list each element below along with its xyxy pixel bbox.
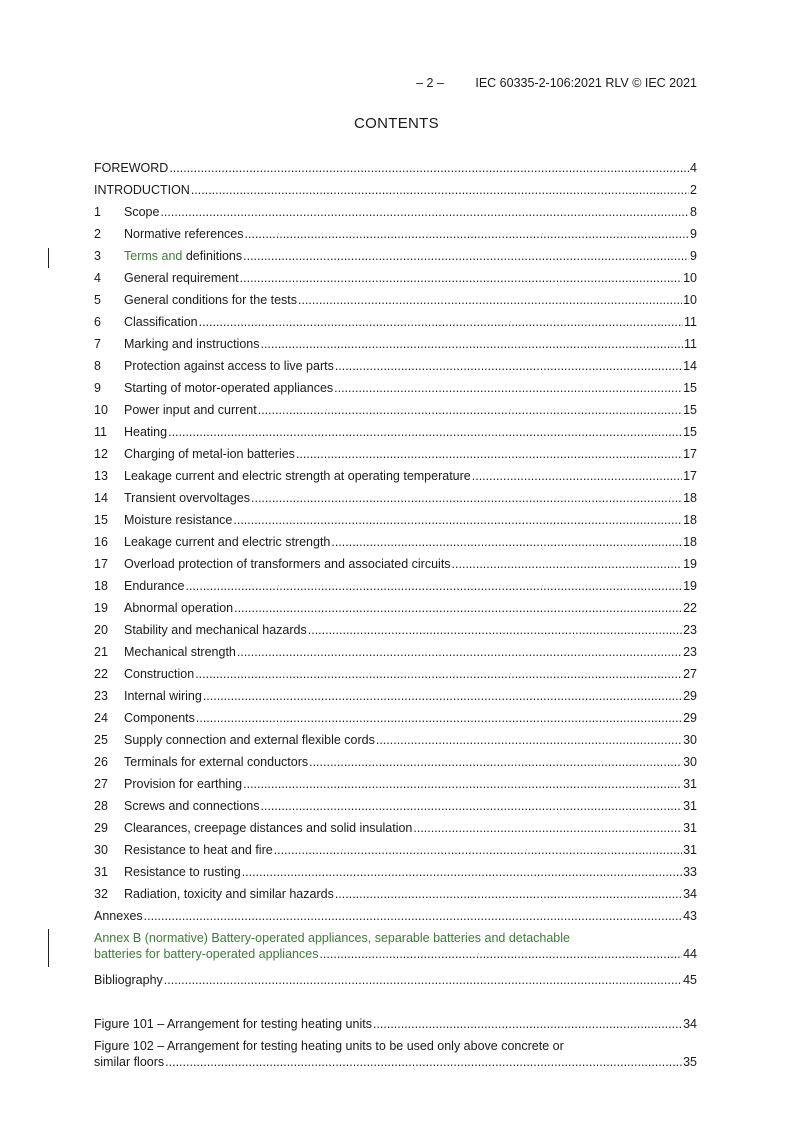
toc-entry[interactable] [94,773,697,795]
toc-clause-number: 30 [94,843,108,857]
revision-bar [48,929,49,967]
toc-clause-number: 2 [94,227,101,241]
toc-entry[interactable] [94,663,697,685]
toc-entry-title: Marking and instructions [124,337,260,351]
toc-entry-title-rest: definitions [182,249,243,263]
toc-clause-number: 19 [94,601,108,615]
toc-leader-dots [260,333,683,355]
toc-page-number: 34 [683,887,697,901]
toc-page-number: 15 [683,381,697,395]
toc-page-number: 35 [683,1055,697,1069]
figure-102-title-line1: Figure 102 – Arrangement for testing heating units to be used only above concrete or [94,1039,564,1053]
toc-leader-dots [335,355,682,377]
toc-entry[interactable] [94,289,697,311]
toc-clause-number: 4 [94,271,101,285]
toc-page-number: 27 [683,667,697,681]
toc-entry[interactable] [94,377,697,399]
toc-page-number: 18 [683,491,697,505]
table-of-contents [94,157,697,1077]
toc-leader-dots [144,905,682,927]
toc-entry[interactable] [94,311,697,333]
toc-page-number: 4 [690,161,697,175]
toc-leader-dots [251,487,682,509]
toc-entry-title: Construction [124,667,195,681]
toc-entry-title: Starting of motor-operated appliances [124,381,334,395]
toc-entry-title: Stability and mechanical hazards [124,623,307,637]
toc-entry[interactable] [94,267,697,289]
toc-leader-dots [195,663,682,685]
toc-entry[interactable] [94,685,697,707]
toc-clause-number: 7 [94,337,101,351]
toc-entry-title: Leakage current and electric strength [124,535,331,549]
toc-page-number: 34 [683,1017,697,1031]
toc-leader-dots [296,443,682,465]
toc-entry[interactable] [94,861,697,883]
toc-entry[interactable] [94,201,697,223]
toc-leader-dots [376,729,682,751]
toc-leader-dots [452,553,683,575]
toc-entry-title: General requirement [124,271,239,285]
toc-clause-number: 27 [94,777,108,791]
toc-entry[interactable] [94,421,697,443]
toc-leader-dots [233,509,682,531]
toc-page-number: 23 [683,645,697,659]
toc-entry[interactable] [94,399,697,421]
toc-clause-number: 22 [94,667,108,681]
toc-entry[interactable] [94,817,697,839]
toc-page-number: 17 [683,469,697,483]
annex-b-title-line2: batteries for battery-operated appliances [94,947,319,961]
toc-entry[interactable] [94,443,697,465]
toc-entry[interactable] [94,509,697,531]
toc-entry-figure-102[interactable] [94,1035,697,1077]
toc-entry-title: Heating [124,425,168,439]
toc-entry-title: Power input and current [124,403,257,417]
toc-entry-title: Annexes [94,909,143,923]
toc-entry-title: Radiation, toxicity and similar hazards [124,887,334,901]
toc-clause-number: 6 [94,315,101,329]
toc-leader-dots [319,946,682,962]
toc-page-number: 9 [690,227,697,241]
toc-clause-number: 31 [94,865,108,879]
figure-102-title-line2: similar floors [94,1055,165,1069]
toc-clause-number: 29 [94,821,108,835]
toc-list [94,157,697,927]
toc-clause-number: 5 [94,293,101,307]
toc-clause-number: 17 [94,557,108,571]
toc-page-number: 31 [683,821,697,835]
toc-entry-bibliography[interactable] [94,969,697,991]
toc-leader-dots [164,969,682,991]
toc-page-number: 31 [683,843,697,857]
toc-page-number: 8 [690,205,697,219]
revision-bar [48,248,49,268]
toc-entry[interactable] [94,157,697,179]
toc-clause-number: 24 [94,711,108,725]
page-number: – 2 – [416,76,444,90]
toc-entry-title: Protection against access to live parts [124,359,334,373]
toc-entry[interactable] [94,223,697,245]
toc-entry-annex-b[interactable] [94,927,697,969]
toc-entry-title: Clearances, creepage distances and solid insulation [124,821,413,835]
toc-clause-number: 9 [94,381,101,395]
toc-page-number: 18 [683,513,697,527]
toc-entry[interactable] [94,619,697,641]
toc-page-number: 33 [683,865,697,879]
toc-entry-title [124,245,242,267]
toc-clause-number: 11 [94,425,107,439]
toc-entry-title: Leakage current and electric strength at operating temperature [124,469,471,483]
toc-leader-dots [334,377,682,399]
toc-leader-dots [308,619,682,641]
toc-page-number: 31 [683,799,697,813]
toc-entry[interactable] [94,553,697,575]
toc-page-number: 19 [683,557,697,571]
toc-page-number: 43 [683,909,697,923]
toc-entry-title: Bibliography [94,973,163,987]
toc-page-number: 18 [683,535,697,549]
toc-page-number: 15 [683,403,697,417]
toc-clause-number: 32 [94,887,108,901]
toc-page-number: 29 [683,711,697,725]
standard-reference: IEC 60335-2-106:2021 RLV © IEC 2021 [475,76,697,90]
toc-entry-title: Screws and connections [124,799,260,813]
toc-entry-title: Transient overvoltages [124,491,250,505]
toc-entry[interactable] [94,641,697,663]
toc-leader-dots [242,861,682,883]
toc-entry-title: INTRODUCTION [94,183,190,197]
toc-leader-dots [413,817,682,839]
toc-clause-number: 1 [94,205,101,219]
toc-entry[interactable] [94,751,697,773]
toc-clause-number: 26 [94,755,108,769]
toc-entry-title: Resistance to heat and fire [124,843,273,857]
toc-clause-number: 20 [94,623,108,637]
toc-clause-number: 14 [94,491,108,505]
toc-leader-dots [258,399,682,421]
toc-clause-number: 15 [94,513,108,527]
toc-page-number: 11 [684,315,697,329]
toc-leader-dots [237,641,682,663]
toc-entry[interactable] [94,707,697,729]
toc-leader-dots [191,179,689,201]
toc-leader-dots [331,531,682,553]
toc-clause-number: 25 [94,733,108,747]
toc-entry[interactable] [94,795,697,817]
toc-entry-title: Mechanical strength [124,645,236,659]
toc-entry[interactable] [94,905,697,927]
toc-clause-number: 8 [94,359,101,373]
toc-page-number: 44 [683,947,697,961]
toc-entry-title: Components [124,711,195,725]
toc-entry-title: Resistance to rusting [124,865,241,879]
page-title: CONTENTS [354,115,439,132]
toc-page-number: 30 [683,755,697,769]
toc-entry-title: Provision for earthing [124,777,243,791]
toc-entry-title: Supply connection and external flexible cords [124,733,375,747]
toc-page-number: 19 [683,579,697,593]
toc-entry-title: Charging of metal-ion batteries [124,447,295,461]
toc-leader-dots [196,707,682,729]
toc-clause-number: 21 [94,645,108,659]
toc-leader-dots [165,1054,682,1070]
toc-clause-number: 12 [94,447,108,461]
section-spacer [94,991,697,1013]
annex-b-title-line1: Annex B (normative) Battery-operated appliances, separable batteries and detachable [94,931,570,945]
toc-leader-dots [243,773,682,795]
toc-leader-dots [169,157,689,179]
toc-page-number: 23 [683,623,697,637]
toc-entry[interactable] [94,729,697,751]
toc-entry-title: Overload protection of transformers and associated circuits [124,557,451,571]
toc-entry-title: Abnormal operation [124,601,234,615]
toc-clause-number: 3 [94,249,101,263]
toc-leader-dots [199,311,683,333]
toc-entry[interactable] [94,333,697,355]
toc-entry-title: FOREWORD [94,161,169,175]
toc-leader-dots [160,201,689,223]
toc-page-number: 14 [683,359,697,373]
toc-leader-dots [274,839,682,861]
toc-entry[interactable] [94,487,697,509]
toc-entry-title: Classification [124,315,198,329]
toc-entry-title: Figure 101 – Arrangement for testing heating units [94,1017,372,1031]
toc-entry[interactable] [94,531,697,553]
toc-leader-dots [298,289,682,311]
toc-leader-dots [245,223,690,245]
toc-page-number: 11 [684,337,697,351]
toc-leader-dots [472,465,682,487]
toc-clause-number: 13 [94,469,108,483]
toc-entry[interactable] [94,179,697,201]
toc-entry-figure-101[interactable] [94,1013,697,1035]
toc-entry-title: Normative references [124,227,244,241]
toc-leader-dots [168,421,682,443]
toc-entry[interactable] [94,355,697,377]
toc-clause-number: 10 [94,403,108,417]
toc-entry-title-added: Terms and [124,249,183,263]
toc-entry[interactable] [94,575,697,597]
toc-page-number: 31 [683,777,697,791]
toc-entry-title: General conditions for the tests [124,293,298,307]
toc-page-number: 2 [690,183,697,197]
toc-clause-number: 16 [94,535,108,549]
toc-leader-dots [240,267,682,289]
toc-entry[interactable] [94,597,697,619]
toc-page-number: 10 [683,271,697,285]
toc-page-number: 30 [683,733,697,747]
toc-leader-dots [309,751,682,773]
toc-page-number: 15 [683,425,697,439]
toc-leader-dots [203,685,682,707]
toc-page-number: 10 [683,293,697,307]
toc-entry-title: Terminals for external conductors [124,755,309,769]
toc-leader-dots [243,245,689,267]
toc-page-number: 9 [690,249,697,263]
toc-entry[interactable] [94,839,697,861]
toc-leader-dots [373,1013,682,1035]
toc-entry[interactable] [94,245,697,267]
toc-clause-number: 28 [94,799,108,813]
toc-leader-dots [185,575,682,597]
toc-page-number: 45 [683,973,697,987]
toc-page-number: 22 [683,601,697,615]
toc-entry-title: Endurance [124,579,185,593]
toc-entry[interactable] [94,465,697,487]
toc-leader-dots [335,883,682,905]
toc-page-number: 17 [683,447,697,461]
toc-entry-title: Moisture resistance [124,513,233,527]
toc-leader-dots [261,795,683,817]
page-header [94,76,697,92]
toc-entry[interactable] [94,883,697,905]
toc-entry-title: Scope [124,205,160,219]
toc-clause-number: 23 [94,689,108,703]
toc-entry-title: Internal wiring [124,689,202,703]
toc-clause-number: 18 [94,579,108,593]
toc-leader-dots [234,597,682,619]
toc-page-number: 29 [683,689,697,703]
